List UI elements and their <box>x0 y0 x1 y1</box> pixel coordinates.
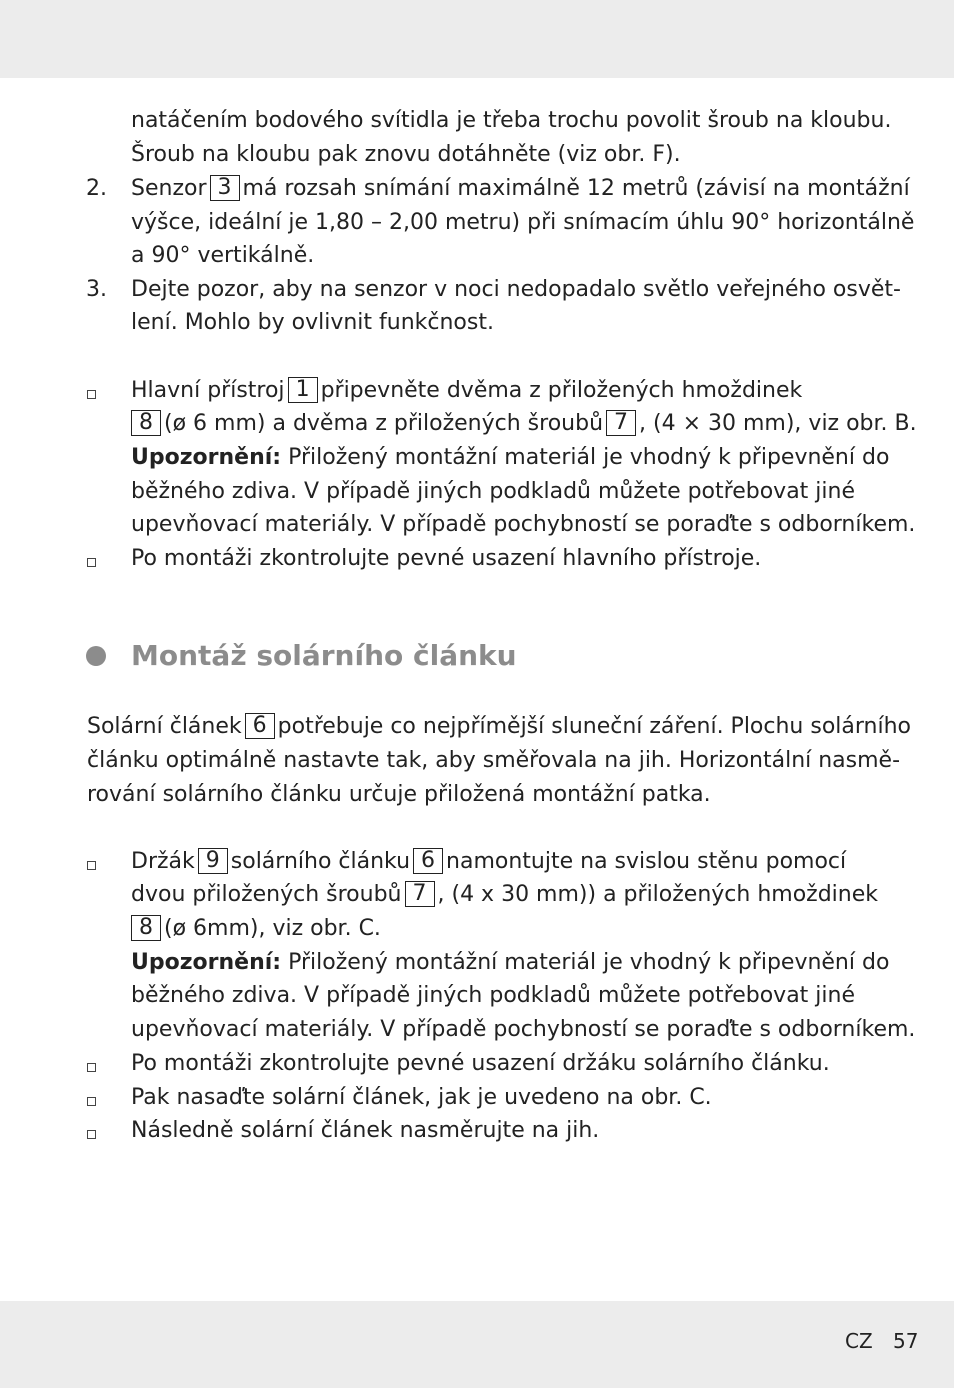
step-c-text-d: dvou přiložených šroubů <box>131 882 402 907</box>
step-a-note-line-1 <box>131 441 889 475</box>
step-c-note-line-1 <box>131 946 889 980</box>
footer-page-number: 57 <box>893 1329 919 1353</box>
item-2-text-b: má rozsah snímání maximálně 12 metrů (závisí na montážní <box>242 176 910 201</box>
para-text-b: potřebuje co nejpřímější sluneční záření. Plochu solárního <box>277 714 911 739</box>
bullet-square-icon <box>87 1130 96 1139</box>
step-c-text-c: namontujte na svislou stěnu pomocí <box>446 849 847 874</box>
step-b-line: Po montáži zkontrolujte pevné usazení hlavního přístroje. <box>131 546 762 571</box>
bullet-square-icon <box>87 390 96 399</box>
part-ref-7: 7 <box>606 410 636 436</box>
item-3-line-2: lení. Mohlo by ovlivnit funkčnost. <box>131 310 494 335</box>
part-ref-8: 8 <box>131 410 161 436</box>
step-c-text-e: , (4 x 30 mm)) a přiložených hmoždinek <box>437 882 879 907</box>
part-ref-3: 3 <box>210 175 240 201</box>
step-a-text-b: připevněte dvěma z přiložených hmoždinek <box>320 378 803 403</box>
section-heading: Montáž solárního článku <box>131 639 517 672</box>
item-2-line-2: výšce, ideální je 1,80 – 2,00 metru) při snímacím úhlu 90° horizontálně <box>131 210 915 235</box>
step-c-line-3 <box>128 912 381 946</box>
step-c-text-f: (ø 6mm), viz obr. C. <box>164 916 381 941</box>
step-c-text-b: solárního článku <box>230 849 411 874</box>
step-c-line-1 <box>131 845 846 879</box>
intro-line-1: natáčením bodového svítidla je třeba trochu povolit šroub na kloubu. <box>131 108 892 133</box>
step-e-line: Pak nasaďte solární článek, jak je uvedeno na obr. C. <box>131 1085 712 1110</box>
part-ref-8: 8 <box>131 915 161 941</box>
step-c-line-2 <box>131 878 878 912</box>
footer-language: CZ <box>845 1329 873 1353</box>
footer-band <box>0 1301 954 1388</box>
step-c-note-line-2: běžného zdiva. V případě jiných podkladů můžete potřebovat jiné <box>131 983 855 1008</box>
item-2-line-3: a 90° vertikálně. <box>131 243 315 268</box>
step-a-line-1 <box>131 374 802 408</box>
para-line-2: článku optimálně nastavte tak, aby směřovala na jih. Horizontální nasmě- <box>87 748 901 773</box>
step-f-line: Následně solární článek nasměrujte na jih. <box>131 1118 600 1143</box>
note-text: Přiložený montážní materiál je vhodný k připevnění do <box>288 950 890 975</box>
bullet-square-icon <box>87 1097 96 1106</box>
part-ref-6: 6 <box>413 848 443 874</box>
heading-bullet-icon <box>86 646 106 666</box>
item-2-text-a: Senzor <box>131 176 207 201</box>
note-label: Upozornění: <box>131 445 282 470</box>
part-ref-6: 6 <box>245 713 275 739</box>
intro-line-2: Šroub na kloubu pak znovu dotáhněte (viz obr. F). <box>131 142 681 167</box>
item-2-line-1 <box>131 172 910 206</box>
step-d-line: Po montáži zkontrolujte pevné usazení držáku solárního článku. <box>131 1051 830 1076</box>
item-2-number: 2. <box>86 176 107 201</box>
part-ref-7: 7 <box>405 881 435 907</box>
bullet-square-icon <box>87 861 96 870</box>
step-c-text-a: Držák <box>131 849 195 874</box>
part-ref-9: 9 <box>198 848 228 874</box>
step-a-line-2 <box>128 407 917 441</box>
para-line-1 <box>87 710 911 744</box>
step-c-note-line-3: upevňovací materiály. V případě pochybností se poraďte s odborníkem. <box>131 1017 916 1042</box>
para-text-a: Solární článek <box>87 714 242 739</box>
step-a-text-c: (ø 6 mm) a dvěma z přiložených šroubů <box>164 411 604 436</box>
step-a-text-a: Hlavní přístroj <box>131 378 285 403</box>
item-3-number: 3. <box>86 277 107 302</box>
item-3-line-1: Dejte pozor, aby na senzor v noci nedopadalo světlo veřejného osvět- <box>131 277 901 302</box>
step-a-note-line-2: běžného zdiva. V případě jiných podkladů můžete potřebovat jiné <box>131 479 855 504</box>
header-band <box>0 0 954 78</box>
bullet-square-icon <box>87 1063 96 1072</box>
note-text: Přiložený montážní materiál je vhodný k připevnění do <box>288 445 890 470</box>
para-line-3: rování solárního článku určuje přiložená montážní patka. <box>87 782 711 807</box>
step-a-note-line-3: upevňovací materiály. V případě pochybností se poraďte s odborníkem. <box>131 512 916 537</box>
step-a-text-d: , (4 × 30 mm), viz obr. B. <box>639 411 917 436</box>
part-ref-1: 1 <box>288 377 318 403</box>
note-label: Upozornění: <box>131 950 282 975</box>
bullet-square-icon <box>87 558 96 567</box>
